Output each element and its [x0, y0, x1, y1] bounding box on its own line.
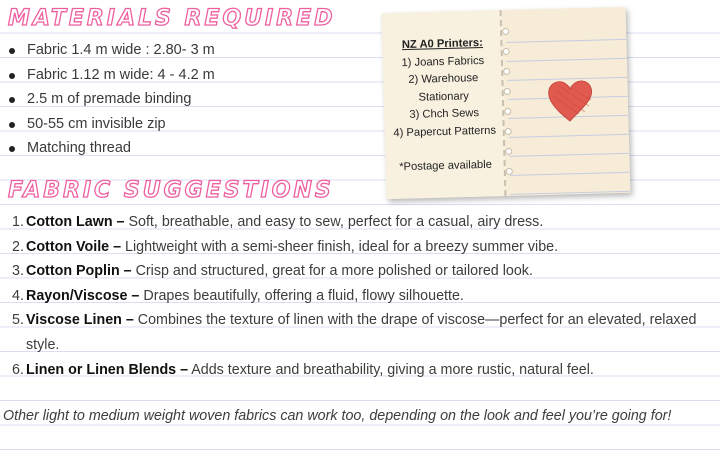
- fabric-item: [12, 308, 711, 357]
- fabric-description: Soft, breathable, and easy to sew, perfect for a casual, airy dress.: [124, 214, 544, 230]
- printer-item: 4) Papercut Patterns: [393, 124, 497, 140]
- material-item: Fabric 1.12 m wide: 4 - 4.2 m: [27, 63, 215, 88]
- fabric-item: [12, 284, 711, 309]
- material-item: Fabric 1.4 m wide : 2.80- 3 m: [27, 38, 215, 63]
- fabric-description: Drapes beautifully, offering a fluid, flowy silhouette.: [139, 287, 464, 304]
- fabric-number: 3.: [12, 263, 24, 280]
- postage-note: *Postage available: [399, 158, 493, 173]
- printer-item: 1) Joans Fabrics: [401, 54, 485, 69]
- fabric-description: Crisp and structured, great for a more polished or tailored look.: [131, 263, 533, 280]
- printer-item: 3) Chch Sews: [409, 107, 480, 122]
- material-item: Matching thread: [27, 136, 215, 161]
- printers-note-text: [382, 34, 506, 176]
- fabric-number: 5.: [12, 312, 24, 329]
- fabric-name: Linen or Linen Blends –: [26, 361, 189, 378]
- fabric-number: 6.: [12, 361, 24, 378]
- materials-heading: MATERIALS REQUIRED: [8, 6, 336, 31]
- footer-note: Other light to medium weight woven fabrics can work too, depending on the look and feel you’re going for!: [3, 408, 672, 424]
- printers-title: NZ A0 Printers:: [401, 36, 484, 52]
- fabric-description: Combines the texture of linen with the drape of viscose—perfect for an elevated, relaxed style.: [26, 312, 697, 353]
- fabric-item: [12, 235, 711, 260]
- fabric-name: Cotton Lawn –: [26, 214, 125, 230]
- fabric-description: Lightweight with a semi-sheer finish, ideal for a breezy summer vibe.: [121, 238, 559, 255]
- fabric-name: Rayon/Viscose –: [26, 287, 140, 304]
- fabric-number: 1.: [12, 214, 24, 230]
- fabric-name: Cotton Poplin –: [26, 263, 132, 280]
- fabric-name: Cotton Voile –: [26, 238, 122, 255]
- fabric-number: 2.: [12, 238, 24, 255]
- fabric-suggestions-list: [0, 210, 711, 382]
- fabric-item: [12, 259, 711, 284]
- heart-icon: [545, 76, 595, 126]
- fabrics-heading: FABRIC SUGGESTIONS: [8, 178, 334, 203]
- fabric-item: [12, 358, 711, 383]
- fabric-number: 4.: [12, 287, 24, 304]
- printer-item: 2) Warehouse Stationary: [408, 72, 479, 104]
- fabric-name: Viscose Linen –: [26, 312, 134, 329]
- material-item: 50-55 cm invisible zip: [27, 112, 215, 137]
- fabric-description: Adds texture and breathability, giving a more rustic, natural feel.: [188, 361, 594, 378]
- material-item: 2.5 m of premade binding: [27, 87, 215, 112]
- materials-list: [0, 38, 215, 161]
- fabric-item: [12, 210, 711, 235]
